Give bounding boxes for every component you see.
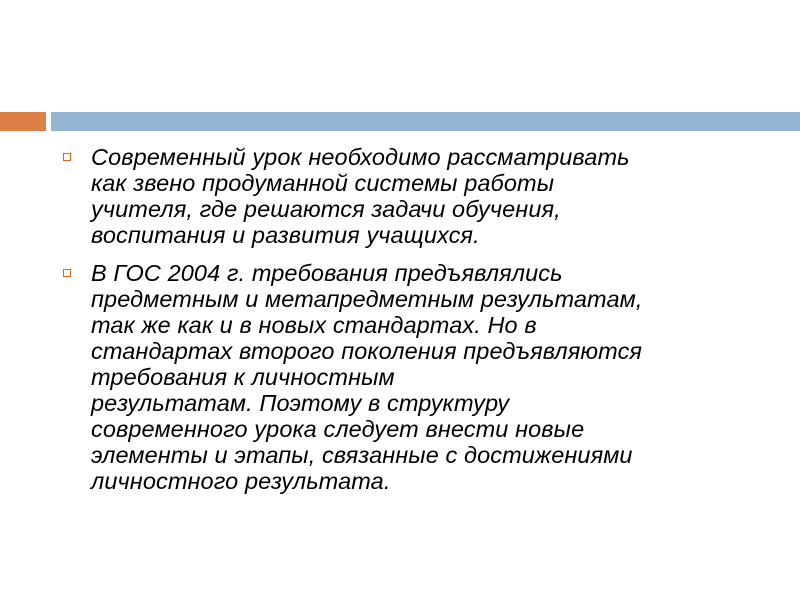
bullet-item <box>62 144 752 248</box>
bullet-text: Современный урок необходимо рассматривать как звено продуманной системы работы учителя, где решаются задачи обучения, воспитания и развития учащихся. <box>91 144 630 248</box>
accent-bar-orange <box>0 112 46 131</box>
hollow-square-bullet-icon <box>63 153 71 161</box>
accent-bar-blue <box>51 112 800 131</box>
bullet-text: В ГОС 2004 г. требования предъявлялись предметным и метапредметным результатам, так же как и в новых стандартах. Но в стандартах второго поколения предъявляются требования к личностным результатам. Поэтому в структуру современного урока следует внести новые элементы и этапы, связанные с достижениями личностного результата. <box>91 260 643 494</box>
bullet-list <box>62 144 752 506</box>
hollow-square-bullet-icon <box>63 269 71 277</box>
bullet-item <box>62 260 752 494</box>
